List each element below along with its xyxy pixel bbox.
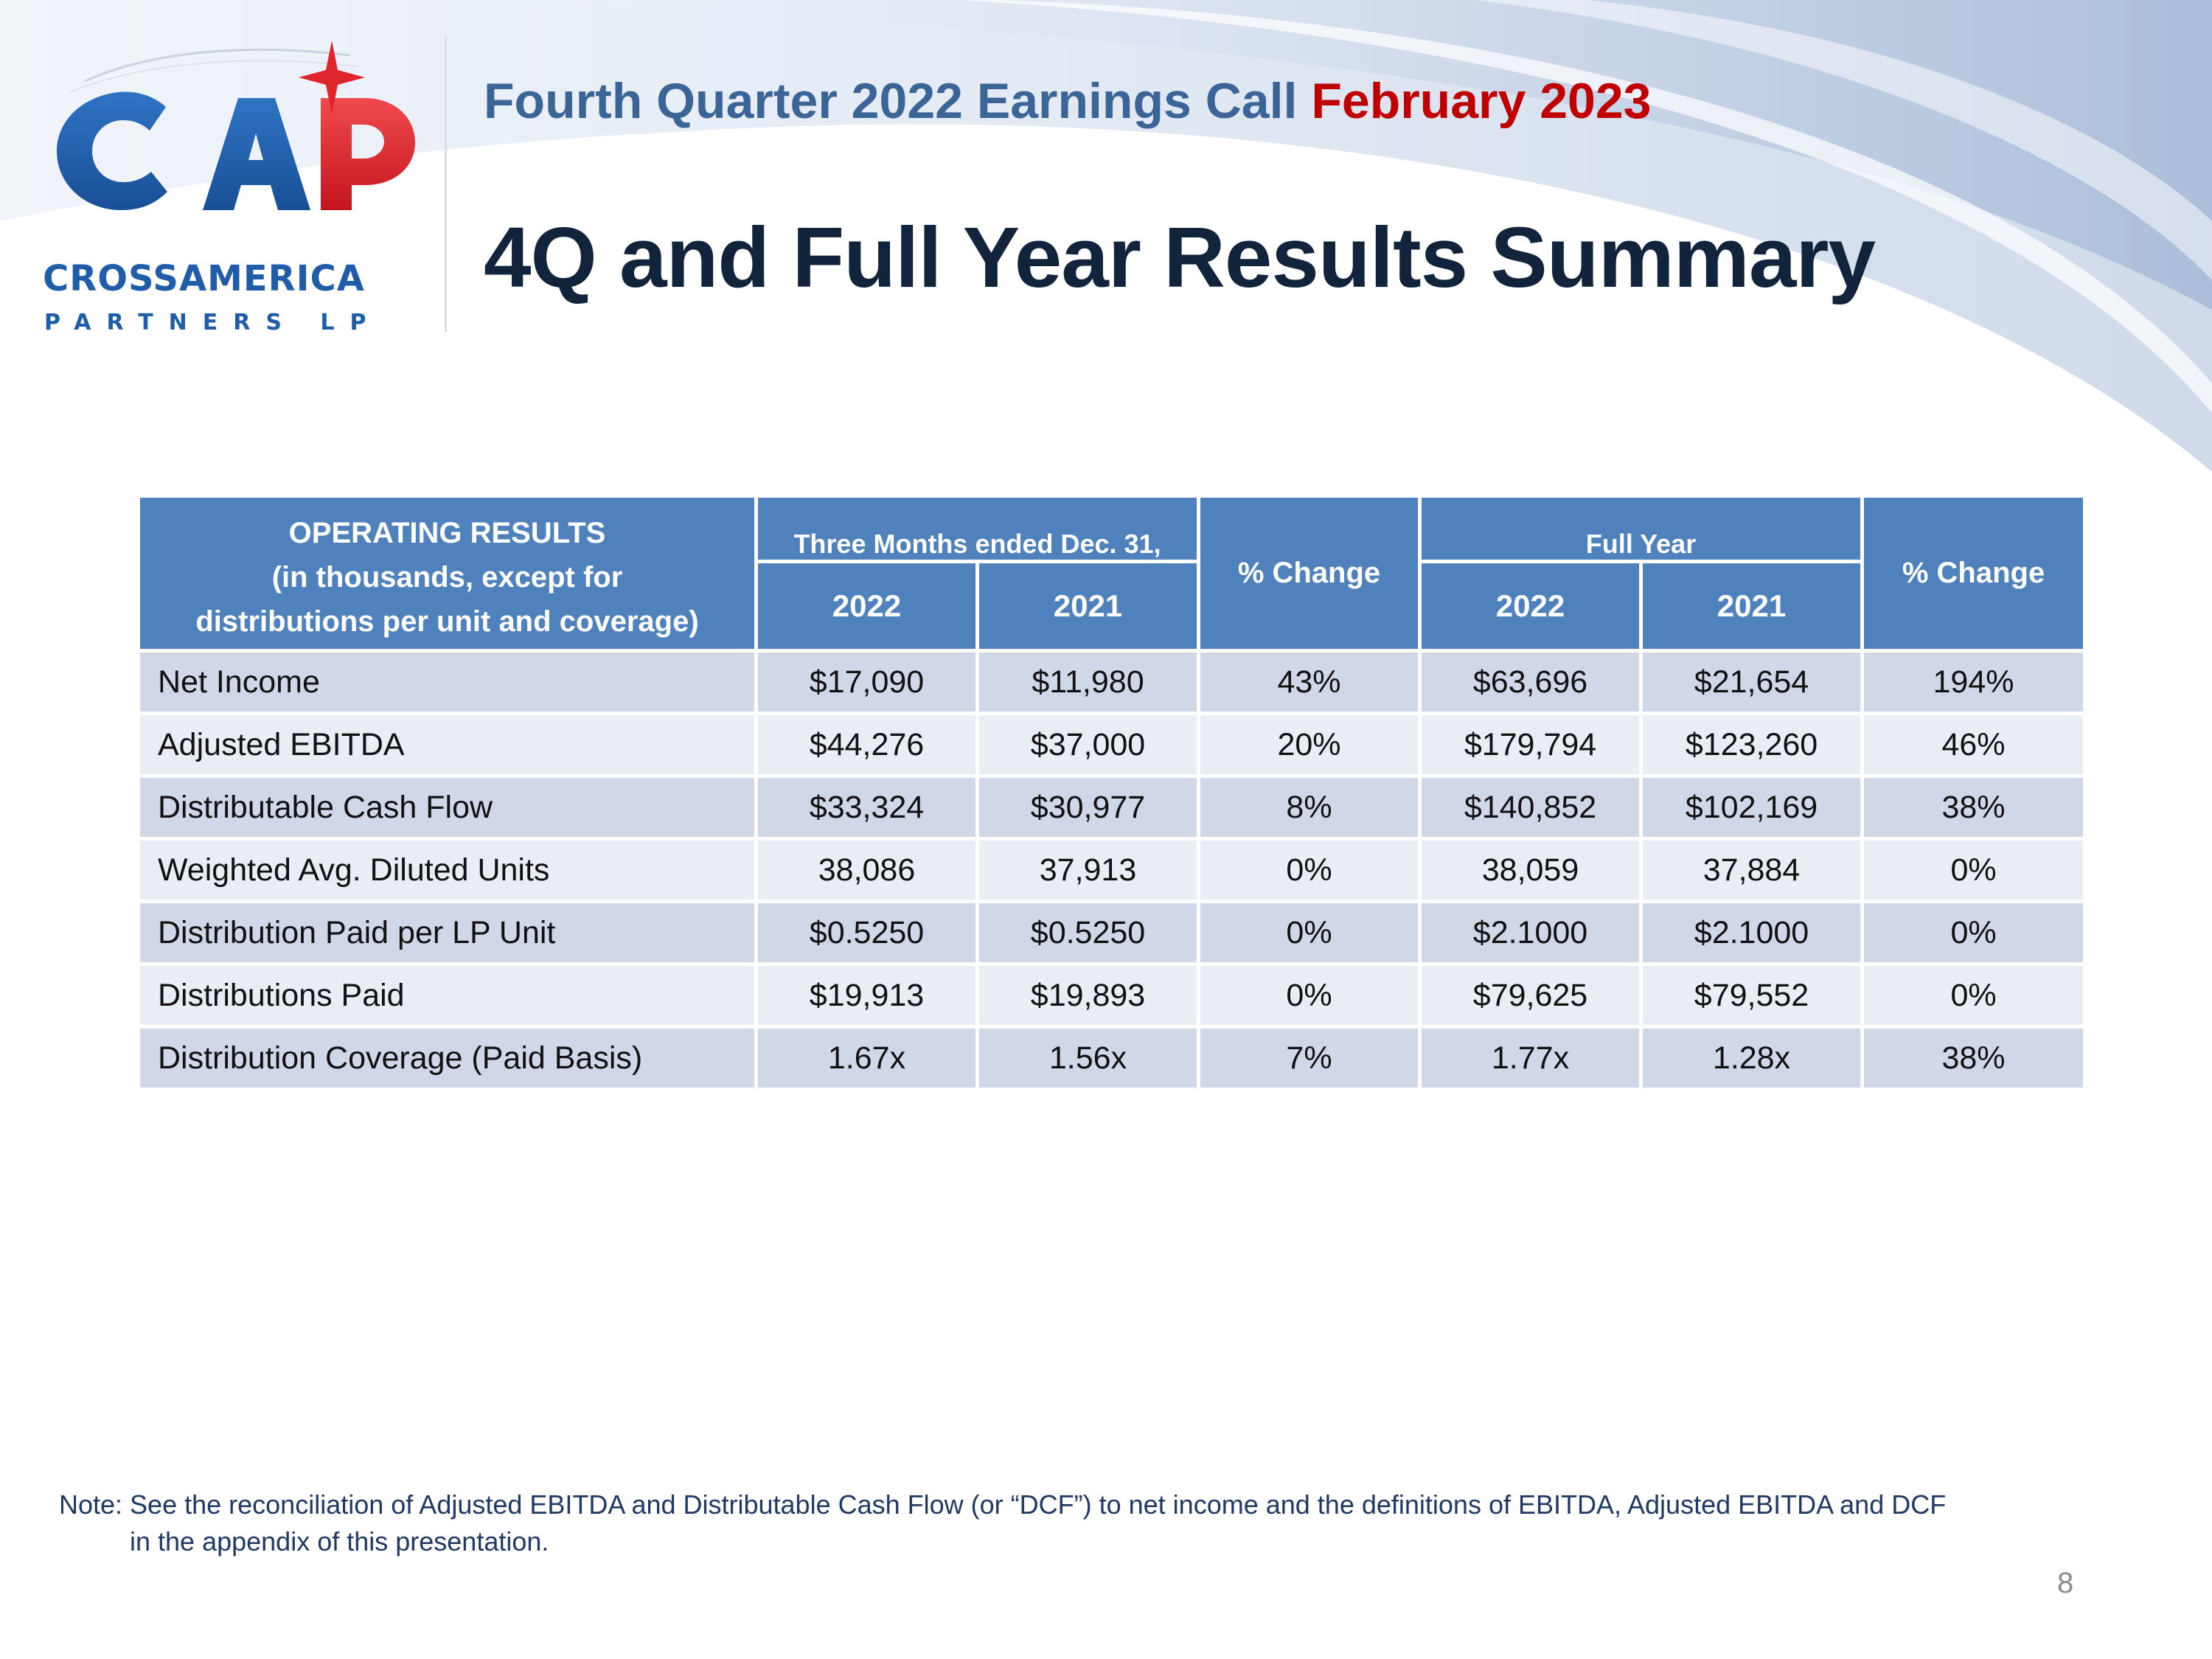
earnings-call-title	[484, 72, 1651, 130]
full-year-pct-change-header: % Change	[1863, 496, 2085, 651]
cell-fy2021: 1.28x	[1641, 1027, 1863, 1090]
cell-fy2022: $140,852	[1420, 776, 1641, 839]
cell-q2022: $19,913	[757, 964, 978, 1027]
quarter-2021-header: 2021	[978, 562, 1199, 651]
cell-fy-change: 0%	[1863, 839, 2085, 902]
cell-q2021: $11,980	[978, 651, 1199, 714]
cell-fy-change: 38%	[1863, 1027, 2085, 1090]
cell-q2022: 38,086	[757, 839, 978, 902]
cell-q2022: $17,090	[757, 651, 978, 714]
full-year-2021-header: 2021	[1641, 562, 1863, 651]
row-label: Distributions Paid	[139, 964, 757, 1027]
full-year-header: Full Year	[1420, 496, 1863, 562]
cell-q-change: 0%	[1199, 839, 1420, 902]
table-row	[139, 714, 2085, 776]
cell-fy2021: $79,552	[1641, 964, 1863, 1027]
cell-fy2021: 37,884	[1641, 839, 1863, 902]
cell-fy2021: $123,260	[1641, 714, 1863, 776]
logo-company-name: CROSSAMERICA	[43, 258, 365, 299]
cell-fy-change: 0%	[1863, 902, 2085, 964]
cell-q2022: $0.5250	[757, 902, 978, 964]
cell-q-change: 20%	[1199, 714, 1420, 776]
quarter-pct-change-header: % Change	[1199, 496, 1420, 651]
cell-q-change: 0%	[1199, 964, 1420, 1027]
operating-results-header: OPERATING RESULTS (in thousands, except for distributions per unit and coverage)	[139, 496, 757, 651]
footnote-line-2: in the appendix of this presentation.	[130, 1526, 549, 1557]
row-label: Net Income	[139, 651, 757, 714]
table-row	[139, 1027, 2085, 1090]
cell-q2021: $37,000	[978, 714, 1199, 776]
cell-fy-change: 194%	[1863, 651, 2085, 714]
cell-q-change: 0%	[1199, 902, 1420, 964]
row-label: Adjusted EBITDA	[139, 714, 757, 776]
results-summary-table	[136, 494, 2087, 1091]
cell-fy2021: $21,654	[1641, 651, 1863, 714]
row-label: Distribution Coverage (Paid Basis)	[139, 1027, 757, 1090]
row-label: Distributable Cash Flow	[139, 776, 757, 839]
table-row	[139, 839, 2085, 902]
three-months-header: Three Months ended Dec. 31,	[757, 496, 1199, 562]
header-divider	[445, 37, 447, 332]
cell-fy2021: $2.1000	[1641, 902, 1863, 964]
cell-q2021: $0.5250	[978, 902, 1199, 964]
cell-fy2022: 38,059	[1420, 839, 1641, 902]
footnote-line-1: Note: See the reconciliation of Adjusted EBITDA and Distributable Cash Flow (or “DCF”) to net income and the definitions of EBITDA, Adjusted EBITDA and DCF	[59, 1489, 1947, 1520]
cell-fy2022: $2.1000	[1420, 902, 1641, 964]
page-number: 8	[2057, 1567, 2074, 1599]
cell-fy2022: $179,794	[1420, 714, 1641, 776]
cell-fy2021: $102,169	[1641, 776, 1863, 839]
cell-q2021: $19,893	[978, 964, 1199, 1027]
full-year-2022-header: 2022	[1420, 562, 1641, 651]
cell-fy-change: 38%	[1863, 776, 2085, 839]
cell-q-change: 43%	[1199, 651, 1420, 714]
call-date-text: February 2023	[1311, 73, 1652, 129]
table-row	[139, 964, 2085, 1027]
cap-logo-icon	[41, 41, 424, 232]
table-row	[139, 902, 2085, 964]
cell-q-change: 7%	[1199, 1027, 1420, 1090]
table-row	[139, 776, 2085, 839]
cell-q2021: 1.56x	[978, 1027, 1199, 1090]
cell-fy-change: 0%	[1863, 964, 2085, 1027]
cell-q2021: $30,977	[978, 776, 1199, 839]
quarter-2022-header: 2022	[757, 562, 978, 651]
cell-fy2022: $79,625	[1420, 964, 1641, 1027]
row-label: Distribution Paid per LP Unit	[139, 902, 757, 964]
cell-fy2022: 1.77x	[1420, 1027, 1641, 1090]
cell-q2022: $44,276	[757, 714, 978, 776]
call-title-text: Fourth Quarter 2022 Earnings Call	[484, 73, 1298, 129]
cell-q2022: 1.67x	[757, 1027, 978, 1090]
footnote	[59, 1486, 2124, 1560]
cell-q-change: 8%	[1199, 776, 1420, 839]
row-label: Weighted Avg. Diluted Units	[139, 839, 757, 902]
table-row	[139, 651, 2085, 714]
cell-fy-change: 46%	[1863, 714, 2085, 776]
cell-q2022: $33,324	[757, 776, 978, 839]
logo-company-subtitle: PARTNERS LP	[44, 310, 382, 335]
cell-fy2022: $63,696	[1420, 651, 1641, 714]
page-title: 4Q and Full Year Results Summary	[484, 209, 1876, 305]
cell-q2021: 37,913	[978, 839, 1199, 902]
